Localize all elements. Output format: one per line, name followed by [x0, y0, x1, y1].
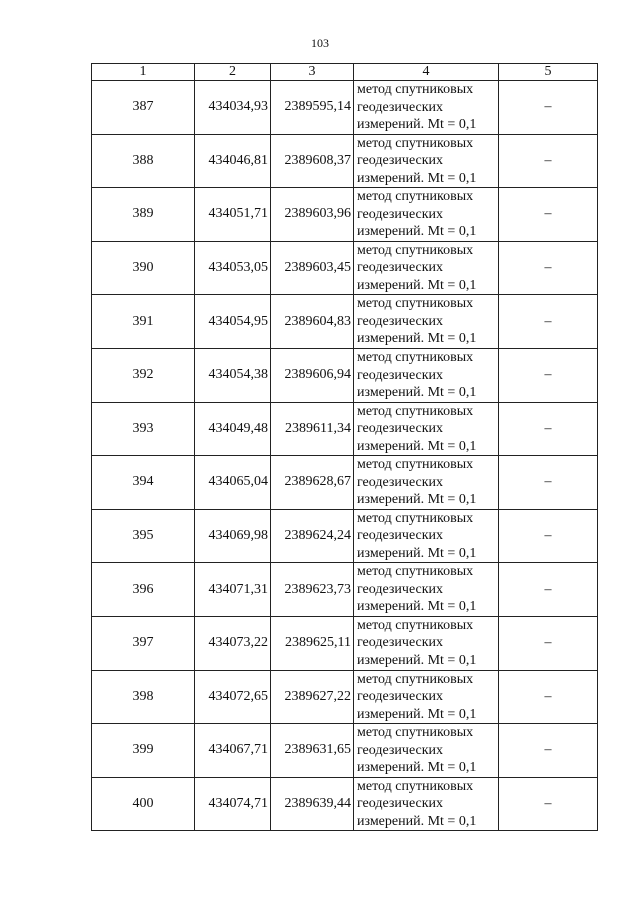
point-number-cell: 399	[92, 724, 195, 778]
method-line: метод спутниковых	[357, 778, 474, 794]
note-dash: –	[544, 260, 552, 276]
method-line: геодезических	[357, 796, 444, 812]
note-cell	[499, 295, 598, 349]
table-row	[92, 348, 598, 402]
method-line: геодезических	[357, 153, 444, 169]
table-body	[92, 81, 598, 831]
column-header-5: 5	[499, 64, 598, 81]
method-line: геодезических	[357, 689, 444, 705]
method-line: геодезических	[357, 474, 444, 490]
note-cell	[499, 670, 598, 724]
method-cell	[354, 616, 499, 670]
note-cell	[499, 777, 598, 831]
method-cell	[354, 777, 499, 831]
method-line: метод спутниковых	[357, 564, 474, 580]
x-coordinate-cell: 434067,71	[195, 724, 271, 778]
method-line: метод спутниковых	[357, 617, 474, 633]
method-line: измерений. Mt = 0,1	[357, 545, 477, 561]
y-coordinate-cell: 2389628,67	[271, 456, 354, 510]
method-line: измерений. Mt = 0,1	[357, 385, 477, 401]
y-coordinate-cell: 2389604,83	[271, 295, 354, 349]
method-line: метод спутниковых	[357, 671, 474, 687]
table-row	[92, 188, 598, 242]
method-line: измерений. Mt = 0,1	[357, 706, 477, 722]
method-line: геодезических	[357, 206, 444, 222]
method-line: геодезических	[357, 367, 444, 383]
y-coordinate-cell: 2389603,96	[271, 188, 354, 242]
method-line: измерений. Mt = 0,1	[357, 224, 477, 240]
point-number-cell: 387	[92, 81, 195, 135]
x-coordinate-cell: 434065,04	[195, 456, 271, 510]
y-coordinate-cell: 2389608,37	[271, 134, 354, 188]
method-line: измерений. Mt = 0,1	[357, 438, 477, 454]
method-cell	[354, 348, 499, 402]
point-number-cell: 396	[92, 563, 195, 617]
point-number-cell: 390	[92, 241, 195, 295]
table-row	[92, 563, 598, 617]
method-cell	[354, 456, 499, 510]
point-number-cell: 388	[92, 134, 195, 188]
note-dash: –	[544, 688, 552, 704]
method-line: метод спутниковых	[357, 457, 474, 473]
point-number-cell: 398	[92, 670, 195, 724]
method-line: метод спутниковых	[357, 189, 474, 205]
method-line: метод спутниковых	[357, 135, 474, 151]
column-header-2: 2	[195, 64, 271, 81]
y-coordinate-cell: 2389639,44	[271, 777, 354, 831]
method-line: геодезических	[357, 260, 444, 276]
note-dash: –	[544, 313, 552, 329]
page-number: 103	[311, 36, 329, 50]
method-cell	[354, 188, 499, 242]
point-number-cell: 391	[92, 295, 195, 349]
method-line: измерений. Mt = 0,1	[357, 760, 477, 776]
x-coordinate-cell: 434073,22	[195, 616, 271, 670]
note-cell	[499, 241, 598, 295]
table-row	[92, 295, 598, 349]
method-line: измерений. Mt = 0,1	[357, 117, 477, 133]
note-dash: –	[544, 152, 552, 168]
note-cell	[499, 134, 598, 188]
y-coordinate-cell: 2389623,73	[271, 563, 354, 617]
method-line: измерений. Mt = 0,1	[357, 652, 477, 668]
table-row	[92, 134, 598, 188]
method-cell	[354, 402, 499, 456]
note-cell	[499, 402, 598, 456]
x-coordinate-cell: 434072,65	[195, 670, 271, 724]
method-cell	[354, 241, 499, 295]
y-coordinate-cell: 2389606,94	[271, 348, 354, 402]
method-line: измерений. Mt = 0,1	[357, 599, 477, 615]
method-line: геодезических	[357, 635, 444, 651]
point-number-cell: 395	[92, 509, 195, 563]
method-line: метод спутниковых	[357, 82, 474, 98]
note-dash: –	[544, 581, 552, 597]
table-row	[92, 777, 598, 831]
note-dash: –	[544, 474, 552, 490]
y-coordinate-cell: 2389595,14	[271, 81, 354, 135]
note-cell	[499, 456, 598, 510]
note-cell	[499, 616, 598, 670]
method-line: геодезических	[357, 99, 444, 115]
table-row	[92, 724, 598, 778]
column-header-1: 1	[92, 64, 195, 81]
note-dash: –	[544, 742, 552, 758]
note-cell	[499, 348, 598, 402]
note-cell	[499, 509, 598, 563]
method-line: измерений. Mt = 0,1	[357, 813, 477, 829]
column-header-3: 3	[271, 64, 354, 81]
method-cell	[354, 509, 499, 563]
method-line: измерений. Mt = 0,1	[357, 277, 477, 293]
coordinates-table	[91, 63, 598, 831]
note-dash: –	[544, 206, 552, 222]
table-row	[92, 616, 598, 670]
note-cell	[499, 81, 598, 135]
note-dash: –	[544, 420, 552, 436]
y-coordinate-cell: 2389627,22	[271, 670, 354, 724]
method-line: геодезических	[357, 421, 444, 437]
x-coordinate-cell: 434069,98	[195, 509, 271, 563]
y-coordinate-cell: 2389631,65	[271, 724, 354, 778]
method-line: метод спутниковых	[357, 296, 474, 312]
table-row	[92, 402, 598, 456]
point-number-cell: 400	[92, 777, 195, 831]
note-dash: –	[544, 99, 552, 115]
method-line: метод спутниковых	[357, 350, 474, 366]
method-line: измерений. Mt = 0,1	[357, 170, 477, 186]
method-cell	[354, 295, 499, 349]
table-header-row	[92, 64, 598, 81]
y-coordinate-cell: 2389624,24	[271, 509, 354, 563]
method-cell	[354, 134, 499, 188]
x-coordinate-cell: 434051,71	[195, 188, 271, 242]
y-coordinate-cell: 2389603,45	[271, 241, 354, 295]
method-cell	[354, 670, 499, 724]
x-coordinate-cell: 434071,31	[195, 563, 271, 617]
x-coordinate-cell: 434034,93	[195, 81, 271, 135]
method-line: геодезических	[357, 581, 444, 597]
note-cell	[499, 563, 598, 617]
point-number-cell: 392	[92, 348, 195, 402]
method-line: метод спутниковых	[357, 242, 474, 258]
method-line: геодезических	[357, 742, 444, 758]
point-number-cell: 393	[92, 402, 195, 456]
x-coordinate-cell: 434049,48	[195, 402, 271, 456]
method-line: геодезических	[357, 313, 444, 329]
method-cell	[354, 81, 499, 135]
column-header-4: 4	[354, 64, 499, 81]
x-coordinate-cell: 434046,81	[195, 134, 271, 188]
y-coordinate-cell: 2389625,11	[271, 616, 354, 670]
note-dash: –	[544, 367, 552, 383]
method-cell	[354, 724, 499, 778]
y-coordinate-cell: 2389611,34	[271, 402, 354, 456]
x-coordinate-cell: 434054,38	[195, 348, 271, 402]
table-row	[92, 81, 598, 135]
x-coordinate-cell: 434074,71	[195, 777, 271, 831]
point-number-cell: 389	[92, 188, 195, 242]
table-row	[92, 509, 598, 563]
table-row	[92, 241, 598, 295]
note-dash: –	[544, 528, 552, 544]
method-line: метод спутниковых	[357, 510, 474, 526]
note-dash: –	[544, 796, 552, 812]
method-line: измерений. Mt = 0,1	[357, 492, 477, 508]
method-line: геодезических	[357, 528, 444, 544]
point-number-cell: 397	[92, 616, 195, 670]
x-coordinate-cell: 434054,95	[195, 295, 271, 349]
table-row	[92, 456, 598, 510]
point-number-cell: 394	[92, 456, 195, 510]
method-line: метод спутниковых	[357, 725, 474, 741]
table-row	[92, 670, 598, 724]
method-line: измерений. Mt = 0,1	[357, 331, 477, 347]
method-line: метод спутниковых	[357, 403, 474, 419]
x-coordinate-cell: 434053,05	[195, 241, 271, 295]
note-cell	[499, 724, 598, 778]
note-dash: –	[544, 635, 552, 651]
method-cell	[354, 563, 499, 617]
note-cell	[499, 188, 598, 242]
